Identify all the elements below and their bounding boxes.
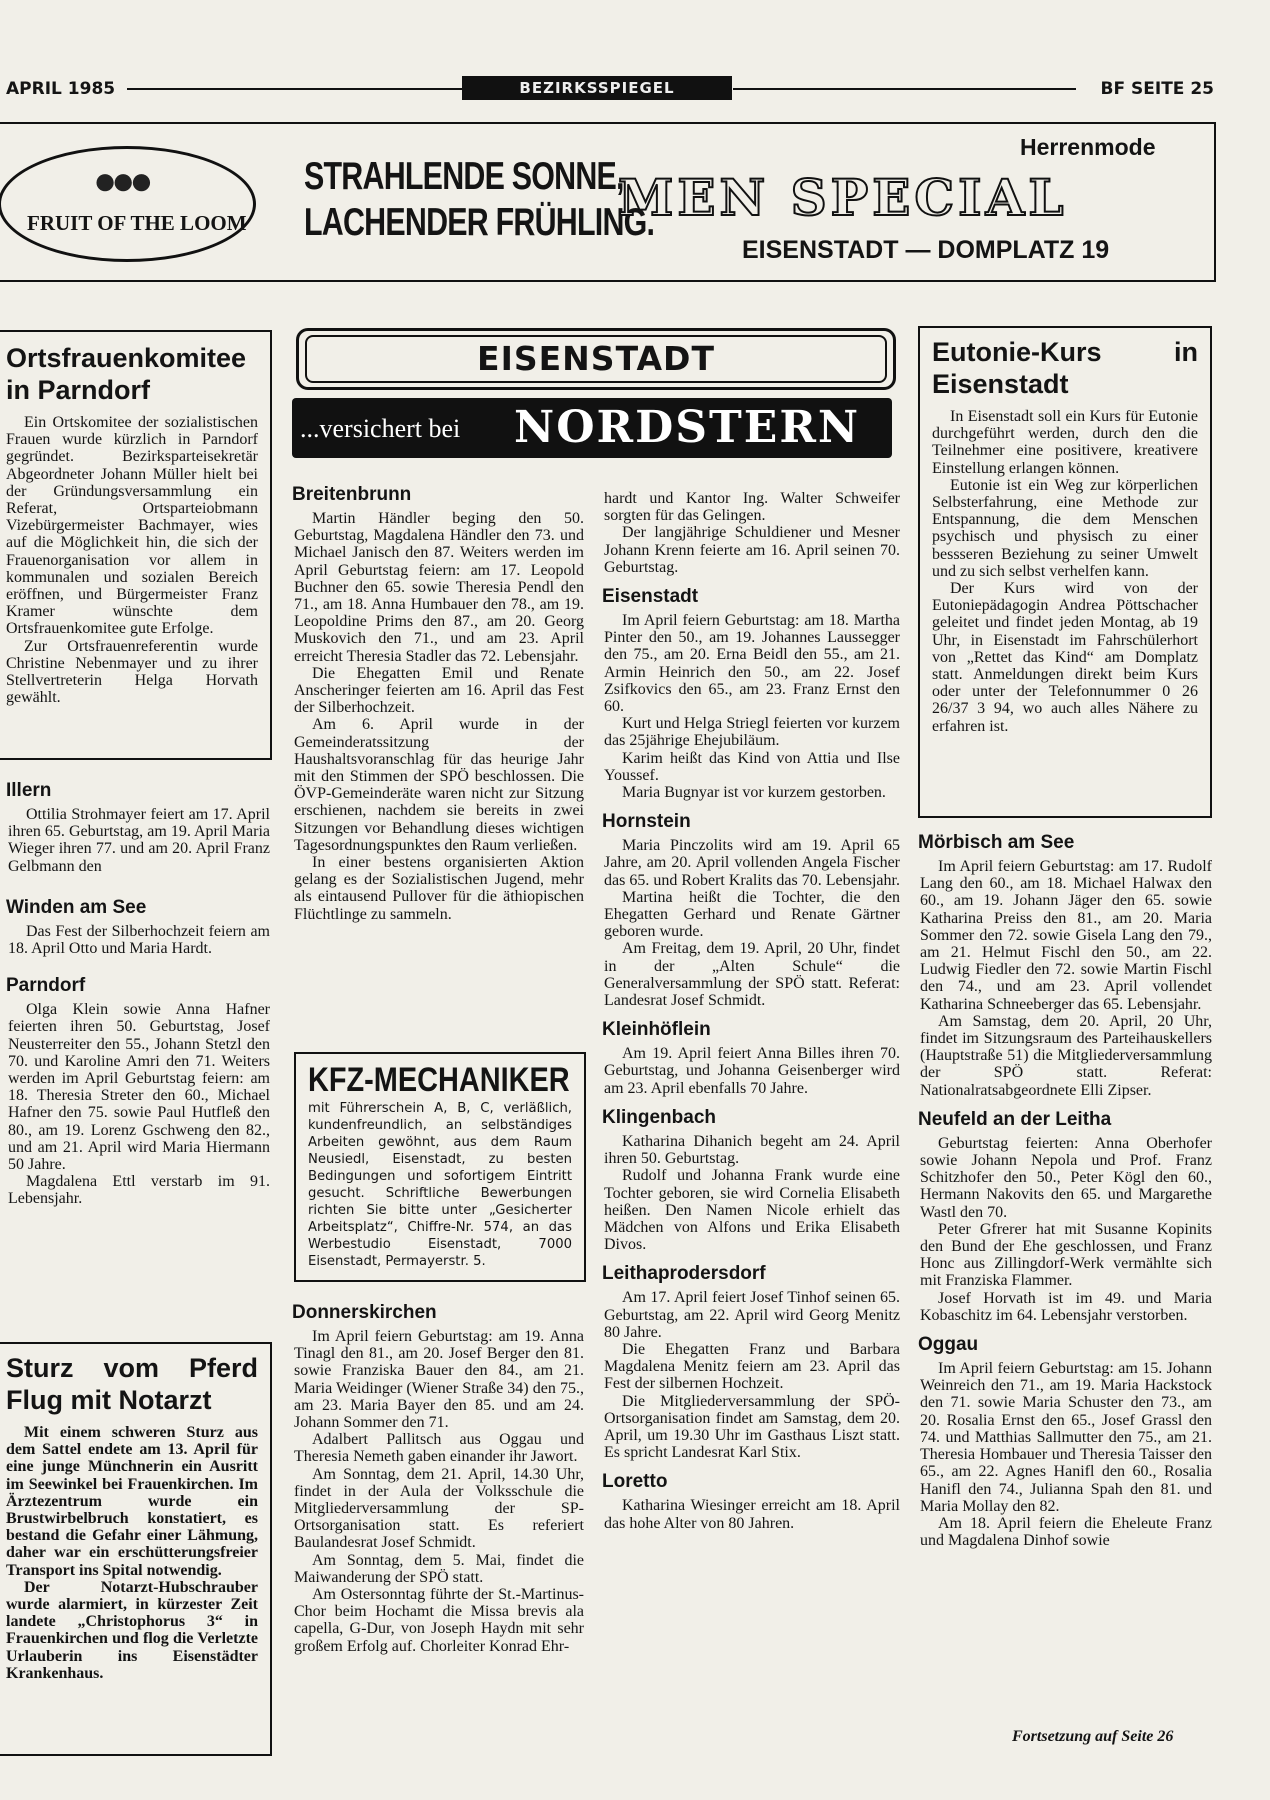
news-paragraph: Geburtstag feierten: Anna Oberhofer sowie Johann Nepola und Prof. Franz Schitzhofer den 50., Peter Kögl den 60., Hermann Nakovits den 65. und Margarethe Wastl den 70. — [920, 1134, 1212, 1221]
news-paragraph: Am Freitag, dem 19. April, 20 Uhr, findet in der „Alten Schule“ die Generalversammlung der SPÖ statt. Referat: Landesrat Josef Schmidt. — [604, 940, 900, 1010]
article-paragraph: Zur Ortsfrauenreferentin wurde Christine Nebenmayer und zu ihrer Stellvertreterin Helga Horvath gewählt. — [6, 637, 258, 707]
eisenstadt-banner — [296, 328, 896, 390]
sturz-column — [6, 1346, 258, 1682]
article-paragraph: Ein Ortskomitee der sozialistischen Frauen wurde kürzlich in Parndorf gegründet. Bezirksparteisekretär Abgeordneter Johann Müller hielt bei der Gründungsversammlung ein Referat, Ortsparteiobmann Vizebürgermeister Bachmayer, wies auf die Möglichkeit hin, die sich der Frauenorganisation vor allem in kommunalen und sozialen Bereich eröffnen, und Bürgermeister Franz Kramer wünschte dem Ortsfrauenkomitee gute Erfolge. — [6, 414, 258, 638]
news-paragraph: Im April feiern Geburtstag: am 15. Johann Weinreich den 71., am 19. Maria Hackstock den 71. sowie Maria Schuster den 73., am 20. Rosalia Ernst den 65., Josef Grassl den 74. und Matthias Sallmutter den 75., am 21. Theresia Hombauer und Theresia Taisser den 65., am 22. Agnes Hanifl den 60., Rosalia Hanifl den 74., Julianna Spah den 81. und Maria Mollay den 82. — [920, 1360, 1212, 1515]
news-paragraph: Karim heißt das Kind von Attia und Ilse Youssef. — [604, 749, 900, 784]
news-paragraph: Katharina Dihanich begeht am 24. April ihren 50. Geburtstag. — [604, 1132, 900, 1168]
news-paragraph: Im April feiern Geburtstag: am 17. Rudolf Lang den 60., am 18. Michael Halwax den 60., am 19. Johann Jäger den 65. sowie Katharina Preiss den 81., am 20. Maria Sommer den 72. sowie Gisela Lang den 79., am 21. Helmut Fischl den 50., am 22. Ludwig Fiedler den 72. sowie Martin Fischl den 74., und am 23. April vollendet Katharina Schneeberger das 65. Lebensjahr. — [920, 858, 1212, 1013]
header-rule-left — [127, 88, 462, 90]
herrenmode-label: Herrenmode — [1020, 134, 1156, 160]
fourth-column — [920, 828, 1212, 1549]
news-paragraph: Martin Händler beging den 50. Geburtstag, Magdalena Händler den 73. und Michael Janisch den 87. Weiters werden im April Geburtstag feiern: am 17. Leopold Buchner den 65. sowie Theresia Pendl den 71., am 18. Anna Humbauer den 78., am 19. Leopoldine Prims den 87., am 20. Georg Muskovich den 71., und am 23. April erreicht Theresia Stadler das 72. Lebensjahr. — [294, 510, 584, 665]
section-heading: Neufeld an der Leitha — [918, 1108, 1112, 1130]
news-paragraph: Am Ostersonntag führte der St.-Martinus-Chor beim Hochamt die Missa brevis ala capella, G-Dur, von Joseph Haydn mit sehr großem Erfolg auf. Chorleiter Konrad Ehr- — [294, 1586, 584, 1655]
news-paragraph: Josef Horvath ist im 49. und Maria Kobaschitz im 64. Lebensjahr verstorben. — [920, 1289, 1212, 1324]
section-heading: Leithaprodersdorf — [602, 1263, 766, 1285]
article-eutonie-kurs — [918, 326, 1212, 818]
section-heading: Winden am See — [6, 896, 147, 918]
men-special-brand: MEN SPECIAL — [618, 168, 1068, 227]
job-ad-title: KFZ-MECHANIKER — [308, 1061, 570, 1099]
news-paragraph: Maria Bugnyar ist vor kurzem gestorben. — [622, 784, 886, 802]
news-paragraph: Am Sonntag, dem 21. April, 14.30 Uhr, findet in der Aula der Volksschule die Mitgliederversammlung der SP-Ortsorganisation statt. Es referiert Baulandesrat Josef Schmidt. — [294, 1465, 584, 1552]
shop-address: EISENSTADT — DOMPLATZ 19 — [742, 236, 1110, 264]
eutonie-column — [932, 330, 1198, 735]
logo-text: FRUIT OF THE LOOM — [27, 211, 247, 235]
fruit-of-the-loom-logo — [0, 146, 256, 262]
news-paragraph: Die Ehegatten Emil und Renate Anscheringer feierten am 16. April das Fest der Silberhochzeit. — [294, 664, 584, 717]
news-paragraph: Kurt und Helga Striegl feierten vor kurzem das 25jährige Ehejubiläum. — [604, 715, 900, 750]
article-paragraph: Mit einem schweren Sturz aus dem Sattel endete am 13. April für eine junge Münchnerin ein Ausritt im Seewinkel bei Frauenkirchen. Im Ärztezentrum wurde ein Brustwirbelbruch konstatiert, es bestand die Gefahr einer Lähmung, daher war ein erschütterungsfreier Transport ins Spital notwendig. — [6, 1424, 258, 1579]
article-headline: Eutonie-Kurs in Eisenstadt — [932, 337, 1198, 399]
job-ad-text: mit Führerschein A, B, C, verläßlich, kundenfreundlich, an selbständiges Arbeiten gewöhnt, aus dem Raum Neusiedl, Eisenstadt, zu besten Bedingungen und sofortigem Eintritt gesucht. Schriftliche Bewerbungen richten Sie bitte unter „Gesicherter Arbeitsplatz“, Chiffre-Nr. 574, an das Werbestudio Eisenstadt, 7000 Eisenstadt, Permayerstr. 5. — [308, 1101, 572, 1269]
news-paragraph: Am Sonntag, dem 5. Mai, findet die Maiwanderung der SPÖ statt. — [294, 1551, 584, 1586]
article-paragraph: Der Kurs wird von der Eutoniepädagogin Andrea Pöttschacher geleitet und findet jeden Montag, ab 19 Uhr, in Eisenstadt im Fahrschülerhort von „Rettet das Kind“ am Domplatz statt. Anmeldungen direkt beim Kurs oder unter der Telefonnummer 0 26 26/37 3 94, wo auch alles Nähere zu erfahren ist. — [932, 580, 1198, 735]
issue-date: APRIL 1985 — [6, 79, 116, 99]
section-heading: Klingenbach — [602, 1106, 717, 1128]
news-paragraph: Adalbert Pallitsch aus Oggau und Theresia Nemeth gaben einander ihr Jawort. — [294, 1431, 584, 1466]
news-paragraph: Rudolf und Johanna Frank wurde eine Tochter geboren, sie wird Cornelia Elisabeth heißen. Den Namen Nicole erhielt das Mädchen von Alfons und Erika Elisabeth Divos. — [604, 1167, 900, 1254]
slogan-line-2: LACHENDER FRÜHLING. — [304, 201, 655, 244]
news-paragraph: hardt und Kantor Ing. Walter Schweifer sorgten für das Gelingen. — [604, 490, 900, 525]
section-heading: Oggau — [918, 1334, 979, 1356]
news-paragraph: Der langjährige Schuldiener und Mesner Johann Krenn feierte am 16. April seinen 70. Geburtstag. — [604, 524, 900, 576]
news-paragraph: Ottilia Strohmayer feiert am 17. April ihren 65. Geburtstag, am 19. April Maria Wieger ihren 77. und am 20. April Franz Gelbmann den — [8, 806, 270, 875]
section-heading: Donnerskirchen — [292, 1302, 437, 1323]
article-ortsfrauenkomitee — [0, 330, 272, 760]
nordstern-tagline: ...versichert bei — [300, 414, 461, 443]
section-heading: Kleinhöflein — [602, 1019, 711, 1041]
section-heading: Eisenstadt — [602, 586, 699, 608]
ortsfrauen-column — [6, 336, 258, 706]
nordstern-name: NORDSTERN — [514, 402, 861, 453]
news-paragraph: Im April feiern Geburtstag: am 19. Anna Tinagl den 81., am 20. Josef Berger den 81. sowie Franziska Bauer den 84., am 21. Maria Weidinger (Wiener Straße 34) den 75., am 23. Maria Bayer den 85. und am 24. Johann Sommer den 71. — [294, 1328, 584, 1432]
fruit-cluster-icon: ●●● — [93, 158, 148, 203]
section-title: BEZIRKSSPIEGEL — [462, 76, 732, 100]
header-rule-right — [733, 88, 1076, 90]
section-heading: Hornstein — [602, 811, 691, 833]
news-paragraph: Die Ehegatten Franz und Barbara Magdalena Menitz feiern am 23. April das Fest der silbernen Hochzeit. — [604, 1340, 900, 1393]
middle-column-bottom — [294, 1298, 584, 1655]
news-paragraph: In einer bestens organisierten Aktion gelang es der Sozialistischen Jugend, mehr als eintausend Pullover für die äthiopischen Flüchtlinge zu sammeln. — [294, 854, 584, 923]
nordstern-ad — [292, 398, 892, 458]
page-number: BF SEITE 25 — [1100, 79, 1214, 99]
news-paragraph: Die Mitgliederversammlung der SPÖ-Ortsorganisation findet am Samstag, dem 20. April, um 19.30 Uhr im Gasthaus Liszt statt. Es spricht Landesrat Karl Stix. — [604, 1392, 900, 1462]
article-paragraph: Eutonie ist ein Weg zur körperlichen Selbsterfahrung, eine Methode zur Entspannung, die dem Menschen psychisch und physisch zu einer bessseren Beziehung zu seiner Umwelt und zu sich selbst verhelfen kann. — [932, 476, 1198, 580]
news-paragraph: Am Samstag, dem 20. April, 20 Uhr, findet im Sitzungsraum des Parteihauskellers (Hauptstraße 51) die Mitgliederversammlung der SPÖ statt. Referat: Nationalratsabgeordnete Elli Zipser. — [920, 1012, 1212, 1099]
news-paragraph: Magdalena Ettl verstarb im 91. Lebensjahr. — [8, 1173, 270, 1208]
article-sturz-vom-pferd — [0, 1342, 272, 1756]
eisenstadt-title: EISENSTADT — [305, 335, 887, 383]
news-paragraph: Maria Pinczolits wird am 19. April 65 Jahre, am 20. April vollenden Angela Fischer das 65. und Robert Kralits das 70. Lebensjahr. — [604, 837, 900, 889]
news-paragraph: Peter Gfrerer hat mit Susanne Kopinits den Bund der Ehe geschlossen, und Franz Honc aus Zillingdorf-Werk vermählte sich mit Franziska Flammer. — [920, 1220, 1212, 1290]
page-header — [4, 76, 1214, 102]
article-paragraph: In Eisenstadt soll ein Kurs für Eutonie durchgeführt werden, durch den die Teilnehmer eine positivere, kreativere Einstellung erlangen können. — [932, 408, 1198, 477]
news-paragraph: Martina heißt die Tochter, die den Ehegatten Gerhard und Renate Gärtner geboren wurde. — [604, 888, 900, 941]
news-paragraph: Olga Klein sowie Anna Hafner feierten ihren 50. Geburtstag, Josef Neusterreiter den 55., Johann Stetzl den 70. und Karoline Amri den 71. Weiters werden im April Geburtstag feiern: am 18. Theresia Streter den 60., Michael Hafner den 75. sowie Paul Hutfleß den 80., am 19. Lorenz Gschweng den 82., und am 21. April wird Maria Hiermann 50 Jahre. — [8, 1001, 270, 1174]
kfz-mechaniker-ad — [294, 1052, 586, 1282]
article-headline: Sturz vom Pferd Flug mit Notarzt — [6, 1353, 258, 1415]
third-column — [604, 490, 900, 1532]
news-paragraph: Am 17. April feiert Josef Tinhof seinen 65. Geburtstag, am 22. April wird Georg Menitz 80 Jahre. — [604, 1289, 900, 1341]
news-paragraph: Das Fest der Silberhochzeit feiern am 18. April Otto und Maria Hardt. — [8, 922, 270, 958]
news-paragraph: Am 6. April wurde in der Gemeinderatssitzung der Haushaltsvoranschlag für das heurige Jahr mit den Stimmen der SPÖ beschlossen. Die ÖVP-Gemeinderäte waren nicht zur Sitzung erschienen, nachdem sie bereits in zwei Sitzungen vor Behandlung dieses wichtigen Tagesordnungspunktes den Raum verließen. — [294, 716, 584, 854]
section-heading: Loretto — [602, 1471, 668, 1493]
section-heading: Parndorf — [6, 975, 86, 997]
slogan-line-1: STRAHLENDE SONNE, — [304, 155, 624, 198]
news-paragraph: Am 18. April feiern die Eheleute Franz und Magdalena Dinhof sowie — [920, 1514, 1212, 1550]
news-paragraph: Katharina Wiesinger erreicht am 18. April das hohe Alter von 80 Jahren. — [604, 1497, 900, 1532]
section-heading: Mörbisch am See — [918, 832, 1075, 853]
section-heading: Breitenbrunn — [292, 484, 412, 505]
news-paragraph: Im April feiern Geburtstag: am 18. Martha Pinter den 50., am 19. Johannes Laussegger den 75., am 20. Erna Beidl den 55., am 21. Armin Heinrich den 50., am 22. Josef Zsifkovics den 65., am 23. Franz Ernst den 60. — [604, 612, 900, 716]
advertisement-banner — [0, 122, 1216, 282]
ad-slogan — [304, 154, 654, 246]
section-heading: Illern — [6, 780, 52, 801]
continuation-note: Fortsetzung auf Seite 26 — [1012, 1728, 1174, 1745]
article-headline: Ortsfrauenkomitee in Parndorf — [6, 343, 247, 405]
article-paragraph: Der Notarzt-Hubschrauber wurde alarmiert, in kürzester Zeit landete „Christophorus 3“ in Frauenkirchen und flog die Verletzte Urlauberin ins Eisenstädter Krankenhaus. — [6, 1578, 258, 1682]
left-news-column — [8, 770, 270, 1208]
news-paragraph: Am 19. April feiert Anna Billes ihren 70. Geburtstag, und Johanna Geisenberger wird am 23. April ebenfalls 70 Jahre. — [604, 1045, 900, 1097]
middle-column-top — [294, 476, 584, 923]
